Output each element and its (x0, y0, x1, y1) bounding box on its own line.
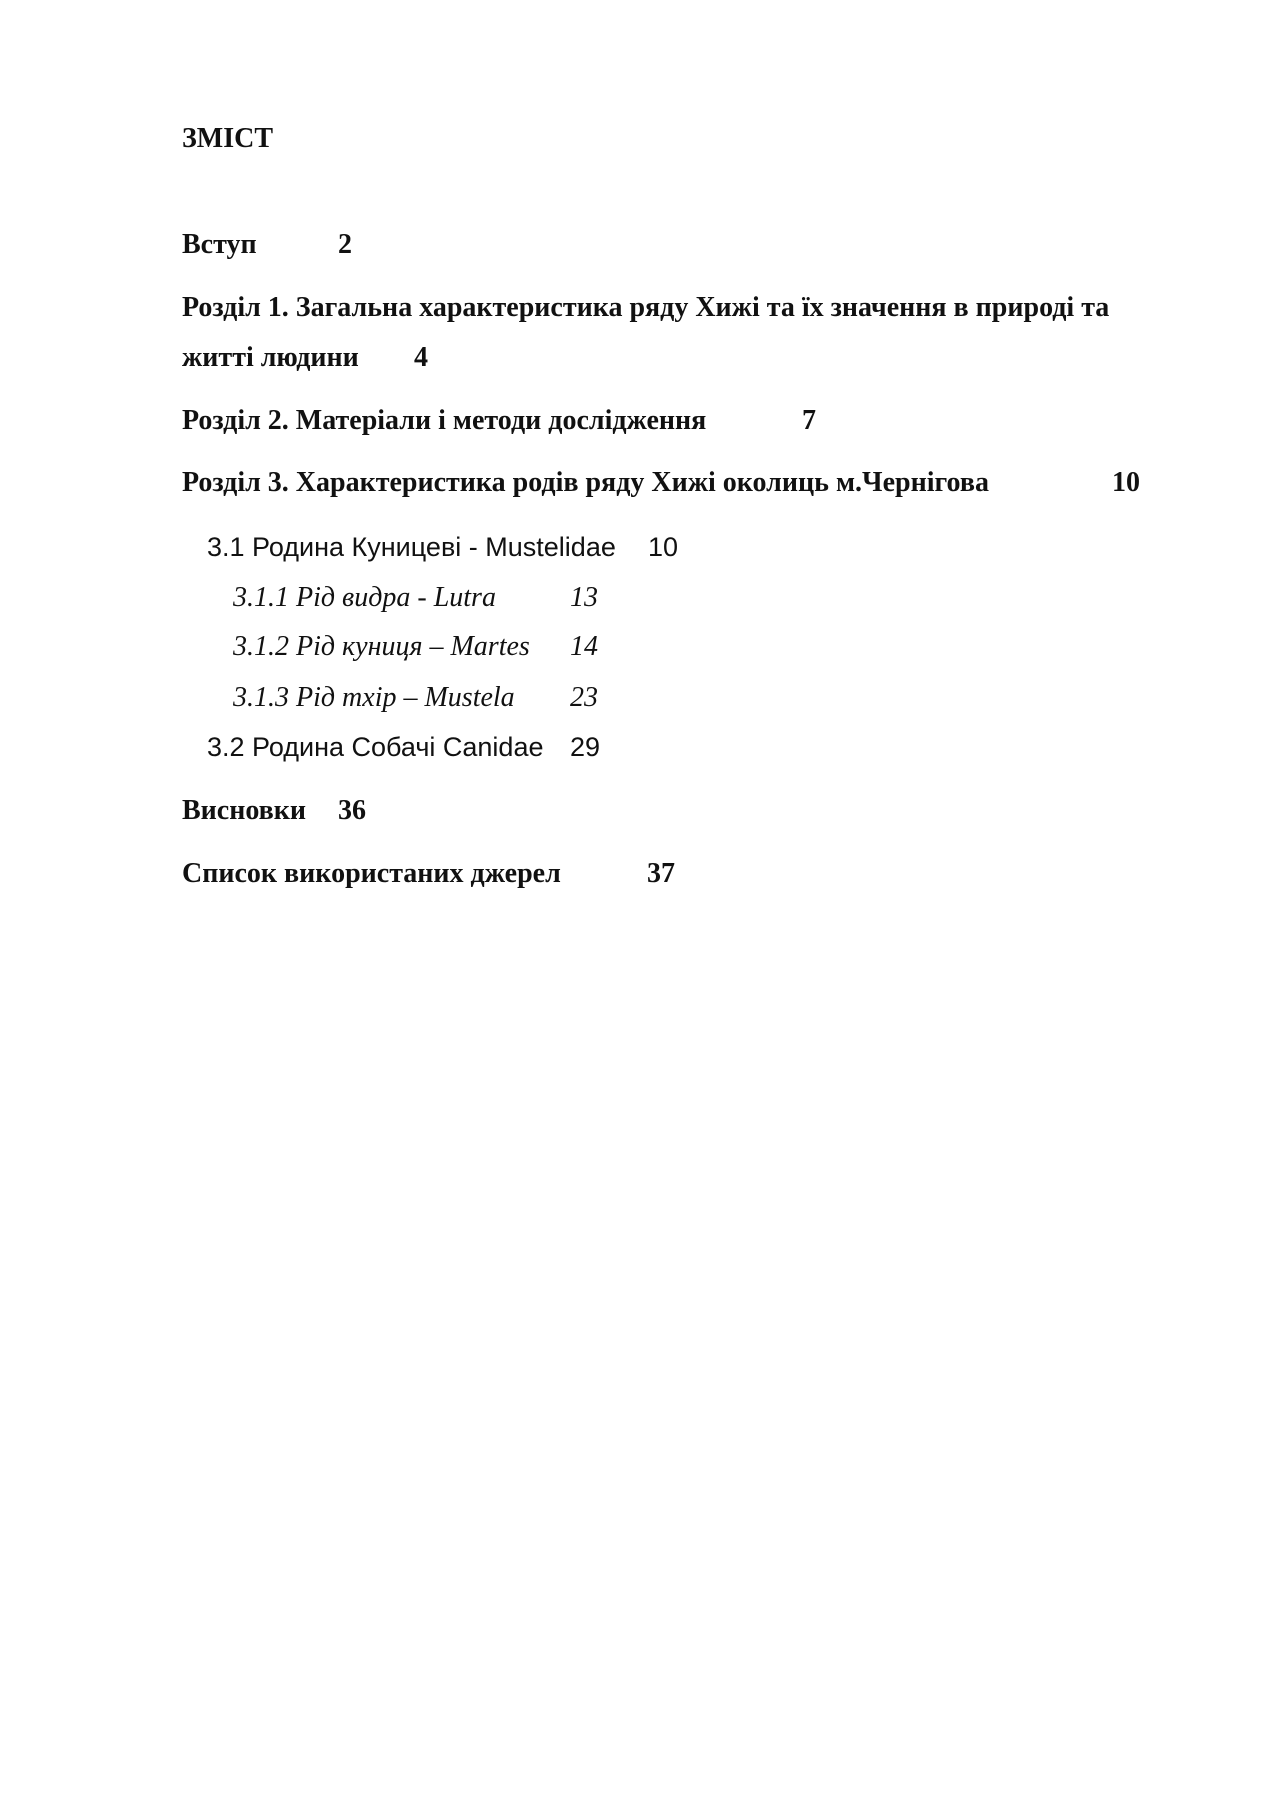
toc-entry-label: Вступ (182, 229, 257, 260)
toc-entry-page: 10 (648, 532, 679, 562)
toc-entry-section-3-1-2 (233, 631, 598, 662)
toc-entry-page: 37 (647, 858, 675, 889)
toc-entry-chapter2 (182, 405, 816, 436)
toc-entry-conclusions (182, 795, 366, 826)
toc-entry-page: 14 (570, 631, 598, 662)
toc-entry-page: 23 (570, 682, 598, 713)
toc-entry-page: 29 (570, 732, 601, 762)
toc-entry-label: Розділ 3. Характеристика родів ряду Хижі околиць м.Чернігова (182, 467, 989, 498)
toc-entry-page: 36 (338, 795, 366, 826)
toc-entry-page: 13 (570, 582, 598, 613)
toc-entry-chapter3 (182, 467, 1140, 498)
toc-entry-page: 7 (802, 405, 816, 436)
toc-entry-label: 3.1.3 Рід тхір – Mustela (233, 682, 515, 713)
toc-entry-section-3-1-3 (233, 682, 598, 713)
toc-entry-page: 4 (414, 342, 428, 373)
toc-entry-chapter1-line2 (182, 342, 428, 373)
toc-entry-section-3-2 (207, 732, 601, 762)
toc-entry-section-3-1 (207, 532, 679, 562)
toc-entry-label: Список використаних джерел (182, 858, 561, 889)
toc-entry-label: Висновки (182, 795, 307, 826)
toc-entry-references (182, 858, 675, 889)
toc-entry-page: 10 (1112, 467, 1140, 498)
toc-entry-intro (182, 229, 352, 260)
toc-entry-section-3-1-1 (233, 582, 598, 613)
toc-entry-page: 2 (338, 229, 352, 260)
toc-title: ЗМІСТ (182, 123, 273, 154)
toc-entry-label: 3.1.2 Рід куниця – Martes (233, 631, 530, 662)
toc-entry-label: 3.2 Родина Собачі Canidae (207, 732, 544, 762)
toc-entry-label: Розділ 2. Матеріали і методи дослідження (182, 405, 707, 436)
toc-entry-label: 3.1.1 Рід видра - Lutra (233, 582, 496, 613)
toc-entry-label: житті людини (182, 342, 359, 373)
toc-entry-label: 3.1 Родина Куницеві - Mustelidae (207, 532, 616, 562)
toc-entry-chapter1-line1: Розділ 1. Загальна характеристика ряду Хижі та їх значення в природі та (182, 292, 1110, 323)
